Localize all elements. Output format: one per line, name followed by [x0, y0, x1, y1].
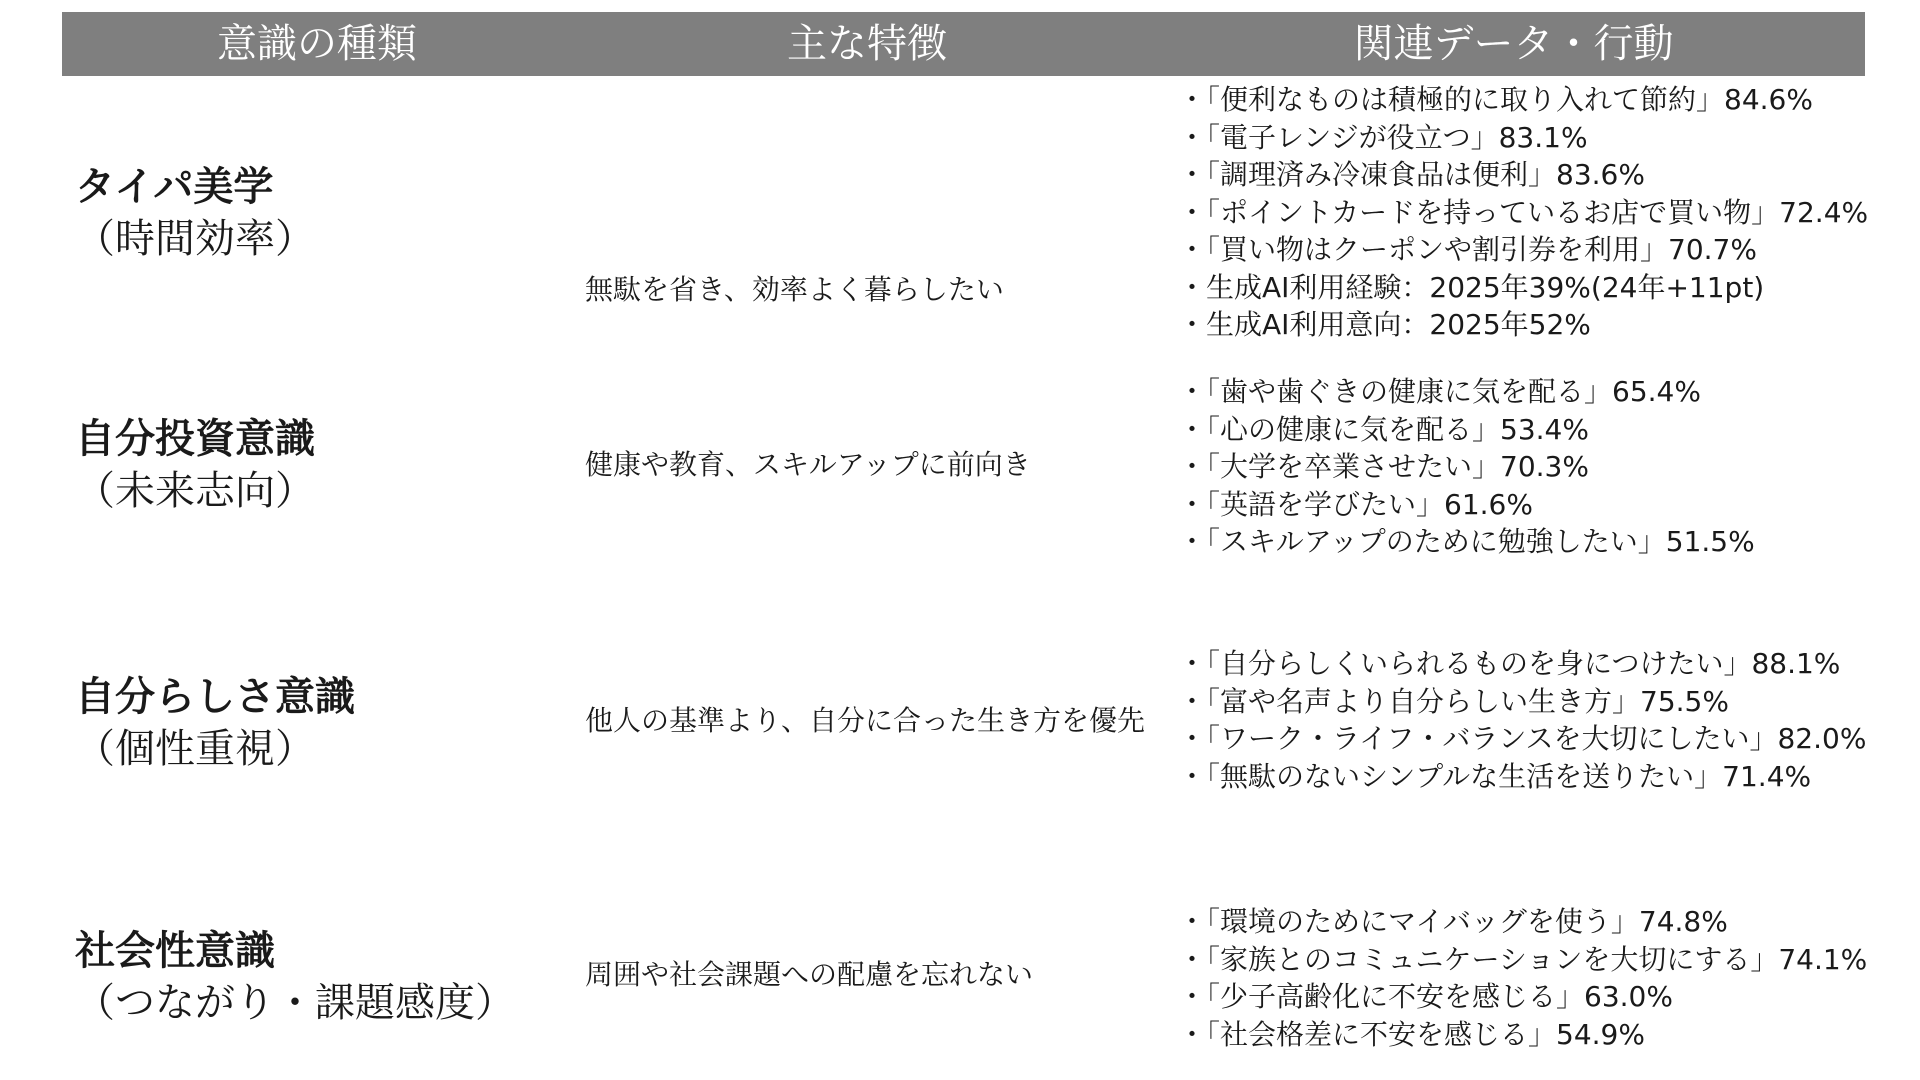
data-item: ・「電子レンジが役立つ」83.1% — [1178, 120, 1588, 154]
header-feature: 主な特徴 — [787, 21, 947, 67]
data-item: ・「社会格差に不安を感じる」54.9% — [1178, 1017, 1645, 1051]
table-header — [62, 12, 1865, 76]
data-item: ・「自分らしくいられるものを身につけたい」88.1% — [1178, 647, 1841, 680]
data-item: ・「富や名声より自分らしい生き方」75.5% — [1178, 684, 1729, 718]
category-cell — [75, 413, 495, 517]
feature-text: 健康や教育、スキルアップに前向き — [585, 448, 1031, 481]
category-subtitle: （個性重視） — [75, 726, 315, 772]
data-item: ・「便利なものは積極的に取り入れて節約」84.6% — [1178, 83, 1813, 116]
data-item: ・生成AI利用意向：2025年52% — [1178, 308, 1591, 341]
feature-text: 他人の基準より、自分に合った生き方を優先 — [585, 704, 1146, 737]
data-item: ・「少子高齢化に不安を感じる」63.0% — [1178, 980, 1673, 1013]
category-name: タイパ美学 — [75, 164, 274, 210]
data-item: ・「歯や歯ぐきの健康に気を配る」65.4% — [1178, 375, 1701, 408]
category-subtitle: （時間効率） — [75, 216, 315, 262]
data-list — [1178, 81, 1868, 344]
data-item: ・「英語を学びたい」61.6% — [1178, 487, 1533, 521]
header-type: 意識の種類 — [217, 21, 417, 67]
category-cell — [75, 161, 495, 265]
data-list — [1178, 373, 1755, 561]
data-item: ・「ポイントカードを持っているお店で買い物」72.4% — [1178, 195, 1869, 229]
category-subtitle: （つながり・課題感度） — [75, 980, 515, 1026]
category-name: 自分らしさ意識 — [75, 674, 355, 720]
data-list — [1178, 903, 1867, 1053]
data-item: ・「スキルアップのために勉強したい」51.5% — [1178, 525, 1755, 558]
feature-text: 周囲や社会課題への配慮を忘れない — [585, 958, 1034, 991]
data-item: ・生成AI利用経験：2025年39%(24年+11pt) — [1178, 270, 1765, 304]
data-item: ・「買い物はクーポンや割引券を利用」70.7% — [1178, 233, 1757, 266]
data-item: ・「家族とのコミュニケーションを大切にする」74.1% — [1178, 942, 1868, 976]
data-item: ・「心の健康に気を配る」53.4% — [1178, 412, 1589, 446]
category-subtitle: （未来志向） — [75, 468, 315, 514]
category-name: 自分投資意識 — [75, 416, 315, 462]
data-item: ・「調理済み冷凍食品は便利」83.6% — [1178, 158, 1645, 191]
category-name: 社会性意識 — [75, 928, 275, 974]
data-list — [1178, 645, 1866, 795]
category-cell — [75, 671, 495, 775]
category-cell — [75, 925, 515, 1029]
feature-text: 無駄を省き、効率よく暮らしたい — [585, 273, 1004, 306]
data-item: ・「大学を卒業させたい」70.3% — [1178, 450, 1589, 483]
data-item: ・「ワーク・ライフ・バランスを大切にしたい」82.0% — [1178, 722, 1867, 755]
data-item: ・「環境のためにマイバッグを使う」74.8% — [1178, 905, 1728, 938]
data-item: ・「無駄のないシンプルな生活を送りたい」71.4% — [1178, 759, 1812, 793]
header-data: 関連データ・行動 — [1353, 21, 1674, 67]
